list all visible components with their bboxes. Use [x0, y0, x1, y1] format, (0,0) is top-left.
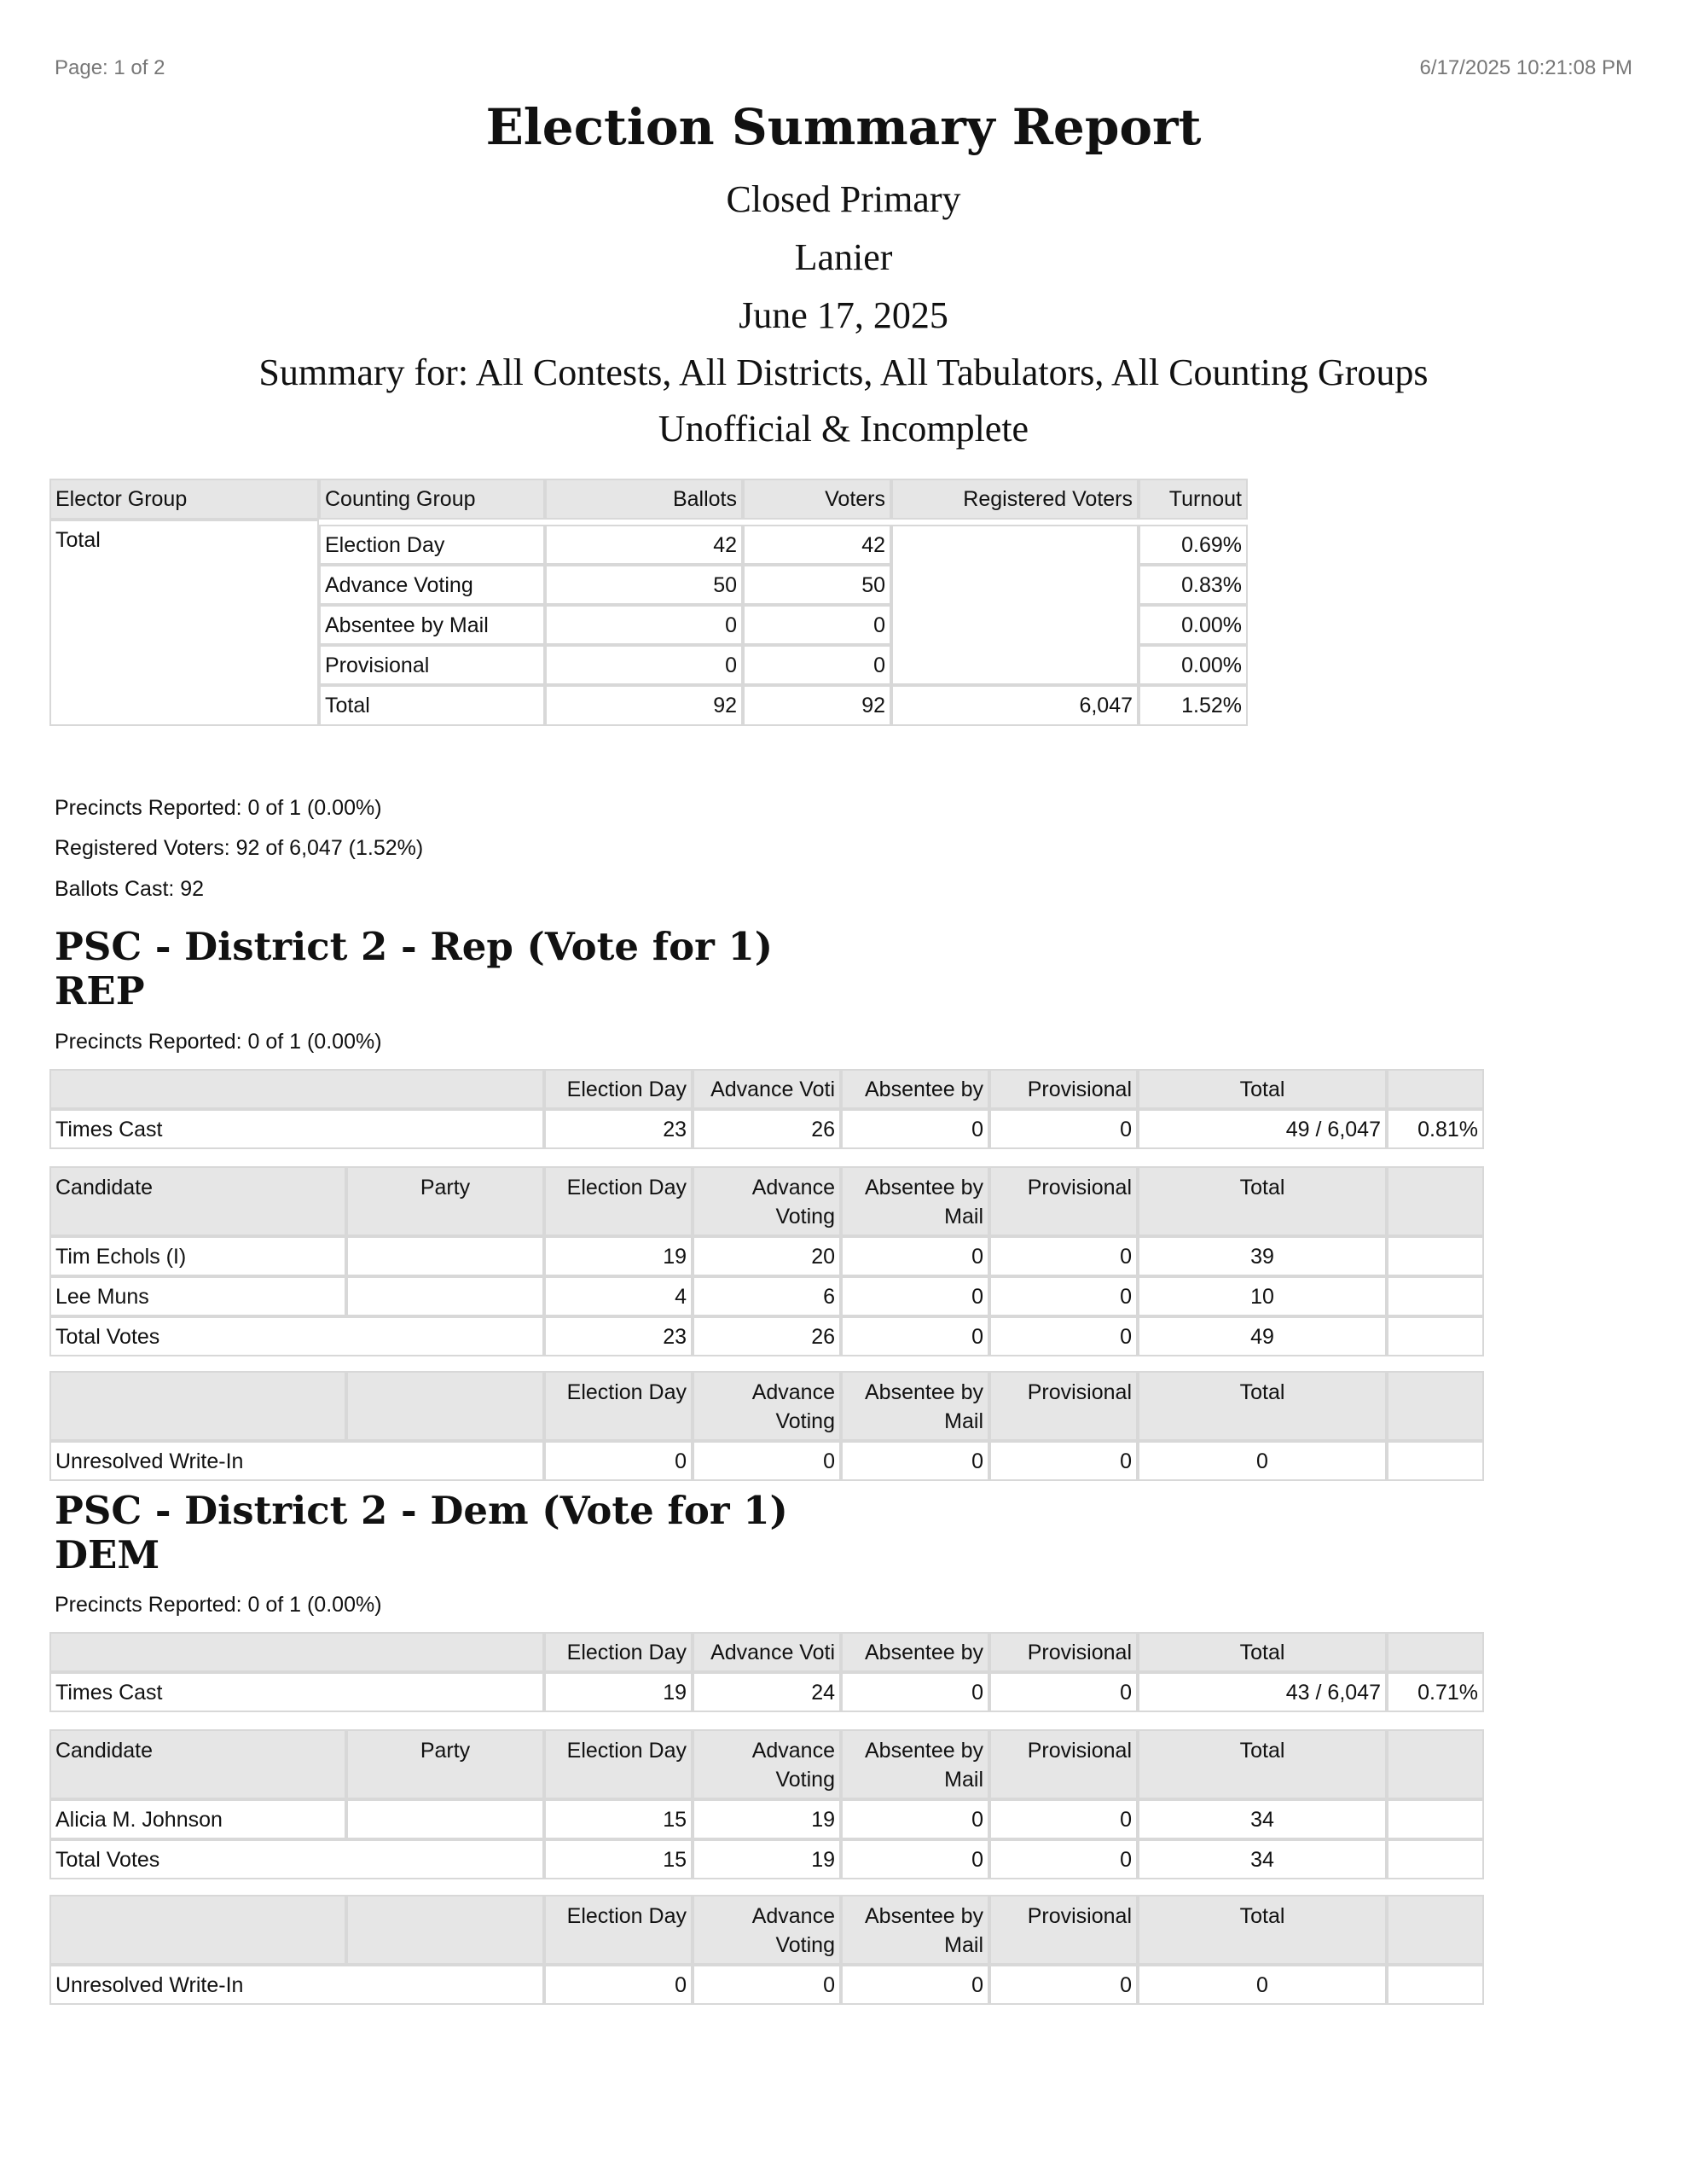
absentee-line2: Mail	[944, 1205, 983, 1228]
advance-voting-value: 26	[693, 1109, 841, 1149]
total-votes-label: Total Votes	[49, 1316, 544, 1356]
write-in-label: Unresolved Write-In	[49, 1965, 544, 2005]
provisional-value: 0	[989, 1316, 1138, 1356]
contest-title-line1: PSC - District 2 - Rep (Vote for 1)	[55, 924, 774, 969]
absentee-value: 0	[841, 1109, 989, 1149]
advance-voting-value: 20	[693, 1236, 841, 1276]
col-election-day: Election Day	[544, 1632, 693, 1672]
total-value: 34	[1138, 1839, 1387, 1879]
col-counting-group: Counting Group	[319, 479, 545, 520]
advance-line1: Advance	[751, 1904, 835, 1928]
contest-title-line1: PSC - District 2 - Dem (Vote for 1)	[55, 1488, 788, 1533]
col-party: Party	[346, 1166, 544, 1236]
col-advance-voting	[693, 1729, 841, 1799]
ballots-value: 0	[545, 605, 743, 645]
col-percent	[1387, 1371, 1484, 1441]
summary-scope: Summary for: All Contests, All Districts, All Tabulators, All Counting Groups	[258, 351, 1429, 393]
col-percent	[1387, 1069, 1484, 1109]
percent-value	[1387, 1965, 1484, 2005]
col-advance-voting	[693, 1371, 841, 1441]
percent-value: 0.71%	[1387, 1672, 1484, 1712]
col-election-day: Election Day	[544, 1166, 693, 1236]
election-day-value: 0	[544, 1965, 693, 2005]
voters-value: 42	[743, 525, 891, 565]
absentee-value: 0	[841, 1965, 989, 2005]
col-provisional: Provisional	[989, 1729, 1138, 1799]
absentee-line2: Mail	[944, 1768, 983, 1792]
col-election-day: Election Day	[544, 1895, 693, 1965]
times-cast-label: Times Cast	[49, 1109, 544, 1149]
col-registered-voters: Registered Voters	[891, 479, 1139, 520]
contest-party: DEM	[55, 1532, 160, 1577]
col-ballots: Ballots	[545, 479, 743, 520]
col-absentee	[841, 1895, 989, 1965]
absentee-value: 0	[841, 1672, 989, 1712]
turnout-value: 0.83%	[1139, 565, 1248, 605]
page-number: Page: 1 of 2	[55, 56, 165, 79]
absentee-line2: Mail	[944, 1409, 983, 1433]
turnout-value: 0.00%	[1139, 645, 1248, 685]
candidate-party	[346, 1799, 544, 1839]
contest-title	[55, 1489, 788, 1577]
absentee-line1: Absentee by	[865, 1739, 983, 1763]
registered-voters-summary: Registered Voters: 92 of 6,047 (1.52%)	[55, 836, 424, 860]
ballots-cast: Ballots Cast: 92	[55, 877, 205, 901]
blank-header	[49, 1632, 544, 1672]
counting-group-label: Election Day	[319, 525, 545, 565]
advance-line2: Voting	[775, 1409, 835, 1433]
voters-value: 92	[743, 685, 891, 726]
blank-header	[346, 1895, 544, 1965]
candidate-party	[346, 1236, 544, 1276]
advance-voting-value: 19	[693, 1799, 841, 1839]
total-value: 39	[1138, 1236, 1387, 1276]
col-advance-voting: Advance Voti	[693, 1069, 841, 1109]
advance-voting-value: 26	[693, 1316, 841, 1356]
total-value: 43 / 6,047	[1138, 1672, 1387, 1712]
absentee-line1: Absentee by	[865, 1380, 983, 1404]
provisional-value: 0	[989, 1441, 1138, 1481]
counting-group-label: Advance Voting	[319, 565, 545, 605]
election-date: June 17, 2025	[739, 294, 948, 336]
advance-voting-value: 6	[693, 1276, 841, 1316]
col-election-day: Election Day	[544, 1371, 693, 1441]
registered-voters-blank	[891, 525, 1139, 685]
provisional-value: 0	[989, 1276, 1138, 1316]
ballots-value: 92	[545, 685, 743, 726]
blank-header	[346, 1371, 544, 1441]
col-total: Total	[1138, 1371, 1387, 1441]
blank-header	[49, 1895, 346, 1965]
col-total: Total	[1138, 1069, 1387, 1109]
report-status: Unofficial & Incomplete	[658, 408, 1029, 450]
election-day-value: 0	[544, 1441, 693, 1481]
contest-precincts-reported: Precincts Reported: 0 of 1 (0.00%)	[55, 1030, 382, 1054]
blank-header	[49, 1069, 544, 1109]
percent-value	[1387, 1839, 1484, 1879]
elector-group-total: Total	[49, 520, 319, 726]
col-provisional: Provisional	[989, 1166, 1138, 1236]
col-percent	[1387, 1729, 1484, 1799]
report-title: Election Summary Report	[485, 98, 1202, 156]
candidate-name: Lee Muns	[49, 1276, 346, 1316]
col-absentee: Absentee by	[841, 1632, 989, 1672]
col-candidate: Candidate	[49, 1166, 346, 1236]
provisional-value: 0	[989, 1109, 1138, 1149]
col-advance-voting	[693, 1895, 841, 1965]
election-day-value: 15	[544, 1839, 693, 1879]
percent-value	[1387, 1236, 1484, 1276]
col-percent	[1387, 1632, 1484, 1672]
advance-line1: Advance	[751, 1380, 835, 1404]
col-voters: Voters	[743, 479, 891, 520]
total-votes-label: Total Votes	[49, 1839, 544, 1879]
counting-group-label: Absentee by Mail	[319, 605, 545, 645]
col-election-day: Election Day	[544, 1069, 693, 1109]
advance-line2: Voting	[775, 1205, 835, 1228]
absentee-line2: Mail	[944, 1933, 983, 1957]
provisional-value: 0	[989, 1965, 1138, 2005]
col-absentee	[841, 1166, 989, 1236]
contest-precincts-reported: Precincts Reported: 0 of 1 (0.00%)	[55, 1593, 382, 1617]
turnout-value: 0.00%	[1139, 605, 1248, 645]
write-in-label: Unresolved Write-In	[49, 1441, 544, 1481]
col-provisional: Provisional	[989, 1069, 1138, 1109]
total-value: 34	[1138, 1799, 1387, 1839]
counting-group-label: Provisional	[319, 645, 545, 685]
registered-voters-value: 6,047	[891, 685, 1139, 726]
percent-value	[1387, 1441, 1484, 1481]
advance-line1: Advance	[751, 1176, 835, 1199]
precincts-reported: Precincts Reported: 0 of 1 (0.00%)	[55, 796, 382, 820]
col-percent	[1387, 1166, 1484, 1236]
advance-voting-value: 0	[693, 1441, 841, 1481]
col-elector-group: Elector Group	[49, 479, 319, 520]
col-absentee	[841, 1729, 989, 1799]
county-name: Lanier	[794, 236, 893, 278]
col-election-day: Election Day	[544, 1729, 693, 1799]
contest-party: REP	[55, 968, 145, 1014]
total-value: 49 / 6,047	[1138, 1109, 1387, 1149]
col-total: Total	[1138, 1729, 1387, 1799]
percent-value	[1387, 1799, 1484, 1839]
advance-line1: Advance	[751, 1739, 835, 1763]
report-timestamp: 6/17/2025 10:21:08 PM	[1419, 56, 1632, 79]
col-absentee	[841, 1371, 989, 1441]
advance-line2: Voting	[775, 1933, 835, 1957]
advance-line2: Voting	[775, 1768, 835, 1792]
total-value: 0	[1138, 1965, 1387, 2005]
advance-voting-value: 19	[693, 1839, 841, 1879]
col-total: Total	[1138, 1895, 1387, 1965]
col-provisional: Provisional	[989, 1895, 1138, 1965]
ballots-value: 50	[545, 565, 743, 605]
times-cast-label: Times Cast	[49, 1672, 544, 1712]
election-day-value: 23	[544, 1109, 693, 1149]
provisional-value: 0	[989, 1799, 1138, 1839]
voters-value: 0	[743, 645, 891, 685]
absentee-line1: Absentee by	[865, 1904, 983, 1928]
provisional-value: 0	[989, 1672, 1138, 1712]
col-total: Total	[1138, 1166, 1387, 1236]
col-total: Total	[1138, 1632, 1387, 1672]
col-advance-voting	[693, 1166, 841, 1236]
col-party: Party	[346, 1729, 544, 1799]
election-type: Closed Primary	[726, 178, 961, 220]
election-day-value: 4	[544, 1276, 693, 1316]
absentee-line1: Absentee by	[865, 1176, 983, 1199]
ballots-value: 42	[545, 525, 743, 565]
provisional-value: 0	[989, 1839, 1138, 1879]
col-percent	[1387, 1895, 1484, 1965]
counting-group-label: Total	[319, 685, 545, 726]
voters-value: 50	[743, 565, 891, 605]
col-candidate: Candidate	[49, 1729, 346, 1799]
col-turnout: Turnout	[1139, 479, 1248, 520]
col-absentee: Absentee by	[841, 1069, 989, 1109]
col-provisional: Provisional	[989, 1632, 1138, 1672]
total-value: 49	[1138, 1316, 1387, 1356]
turnout-value: 1.52%	[1139, 685, 1248, 726]
election-day-value: 19	[544, 1236, 693, 1276]
percent-value	[1387, 1316, 1484, 1356]
col-provisional: Provisional	[989, 1371, 1138, 1441]
election-day-value: 23	[544, 1316, 693, 1356]
election-day-value: 19	[544, 1672, 693, 1712]
advance-voting-value: 0	[693, 1965, 841, 2005]
provisional-value: 0	[989, 1236, 1138, 1276]
voters-value: 0	[743, 605, 891, 645]
blank-header	[49, 1371, 346, 1441]
absentee-value: 0	[841, 1799, 989, 1839]
candidate-party	[346, 1276, 544, 1316]
total-value: 0	[1138, 1441, 1387, 1481]
col-advance-voting: Advance Voti	[693, 1632, 841, 1672]
contest-title	[55, 925, 773, 1014]
absentee-value: 0	[841, 1316, 989, 1356]
absentee-value: 0	[841, 1236, 989, 1276]
percent-value: 0.81%	[1387, 1109, 1484, 1149]
absentee-value: 0	[841, 1276, 989, 1316]
turnout-value: 0.69%	[1139, 525, 1248, 565]
absentee-value: 0	[841, 1441, 989, 1481]
election-day-value: 15	[544, 1799, 693, 1839]
candidate-name: Alicia M. Johnson	[49, 1799, 346, 1839]
ballots-value: 0	[545, 645, 743, 685]
absentee-value: 0	[841, 1839, 989, 1879]
candidate-name: Tim Echols (I)	[49, 1236, 346, 1276]
advance-voting-value: 24	[693, 1672, 841, 1712]
total-value: 10	[1138, 1276, 1387, 1316]
percent-value	[1387, 1276, 1484, 1316]
